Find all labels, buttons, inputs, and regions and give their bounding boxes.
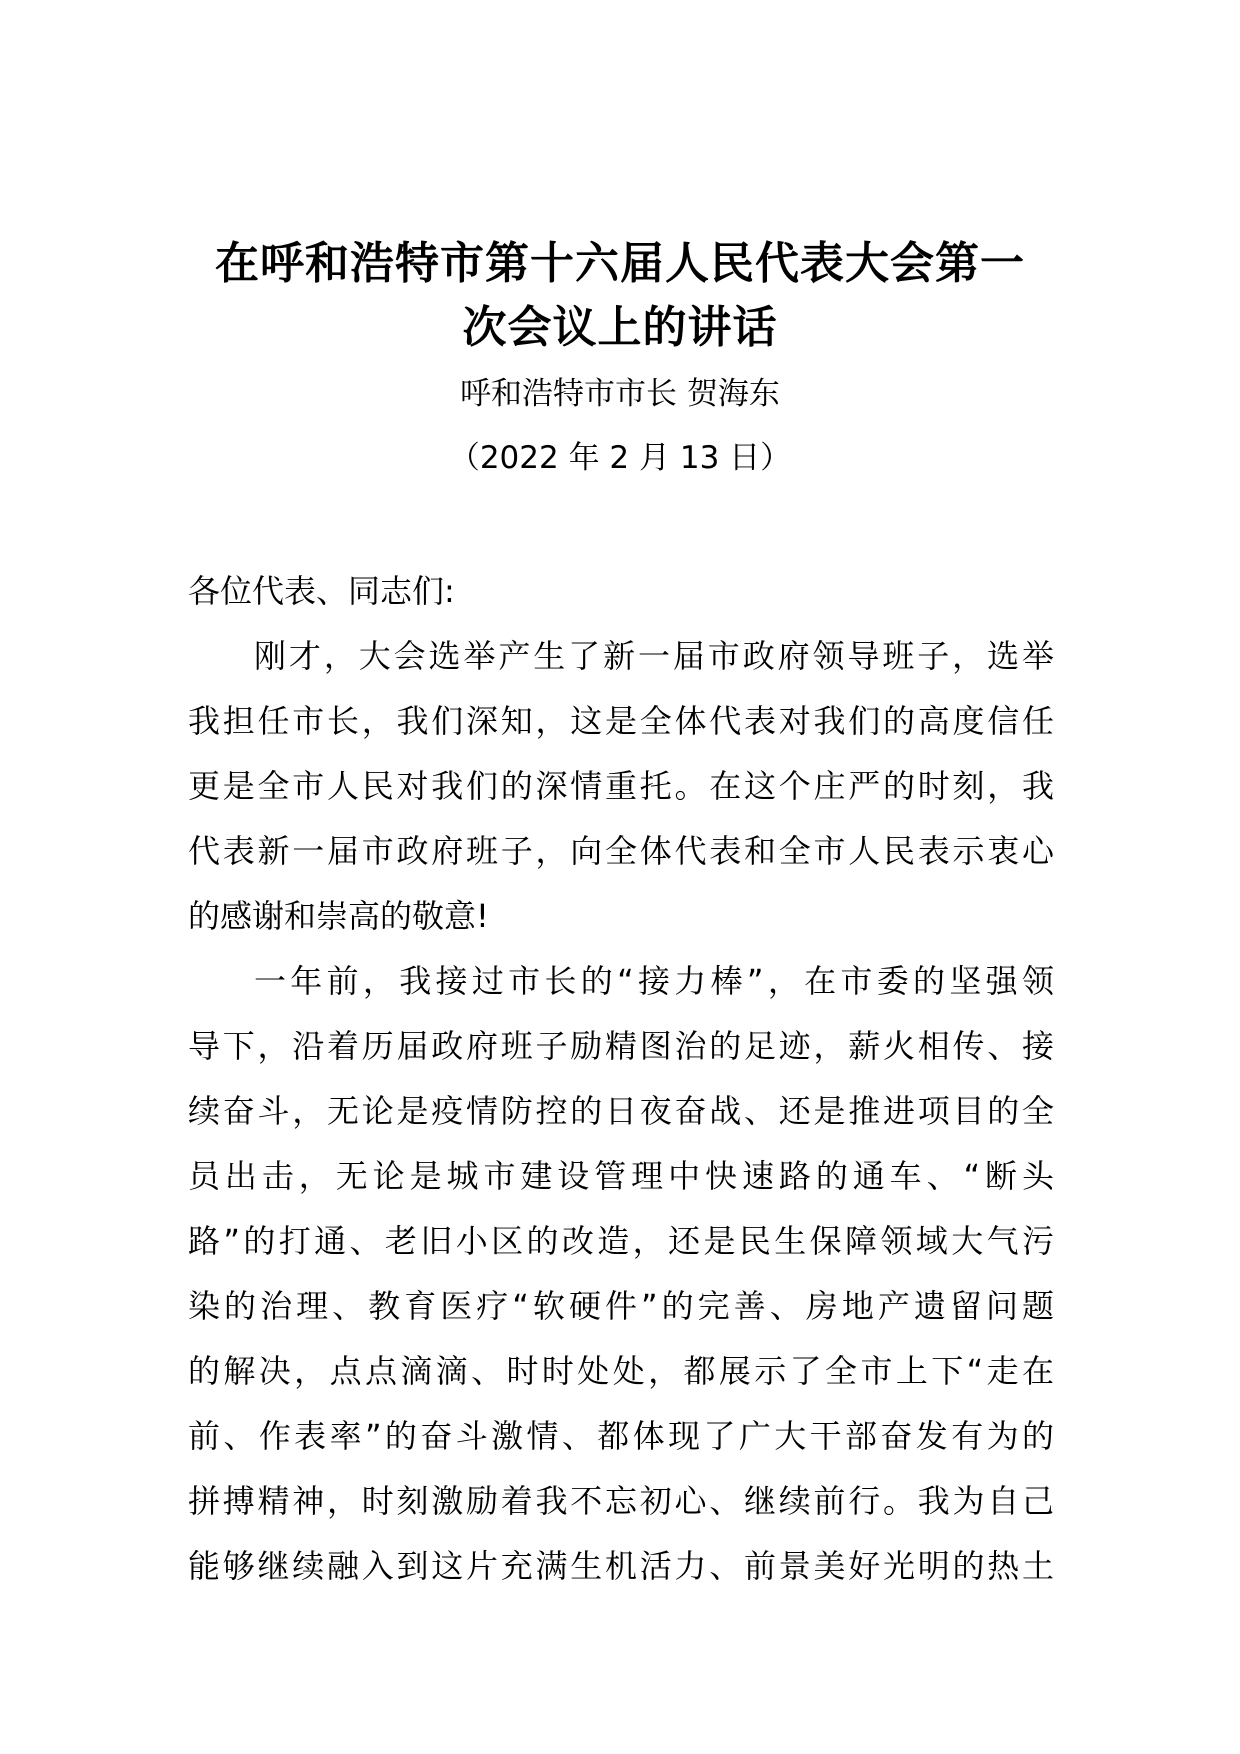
document-author: 呼和浩特市市长 贺海东 — [460, 376, 780, 412]
paragraph-1-line: 刚才，大会选举产生了新一届市政府领导班子，选举 — [254, 637, 1054, 675]
paragraph-1-line: 我担任市长，我们深知，这是全体代表对我们的高度信任 — [188, 702, 1054, 740]
salutation: 各位代表、同志们: — [188, 572, 455, 610]
paragraph-2-line: 员出击，无论是城市建设管理中快速路的通车、“断头 — [188, 1157, 1054, 1195]
paragraph-1-line: 代表新一届市政府班子，向全体代表和全市人民表示衷心 — [188, 832, 1054, 870]
paragraph-2-line: 能够继续融入到这片充满生机活力、前景美好光明的热土 — [188, 1547, 1054, 1585]
paragraph-1-line: 更是全市人民对我们的深情重托。在这个庄严的时刻，我 — [188, 767, 1054, 805]
paragraph-2-line: 的解决，点点滴滴、时时处处，都展示了全市上下“走在 — [188, 1352, 1054, 1390]
paragraph-2-line: 续奋斗，无论是疫情防控的日夜奋战、还是推进项目的全 — [188, 1092, 1054, 1130]
paragraph-2-line: 染的治理、教育医疗“软硬件”的完善、房地产遗留问题 — [188, 1287, 1054, 1325]
paragraph-2-line: 导下，沿着历届政府班子励精图治的足迹，薪火相传、接 — [188, 1027, 1054, 1065]
paragraph-2-line: 一年前，我接过市长的“接力棒”，在市委的坚强领 — [254, 962, 1054, 1000]
document-date: （2022 年 2 月 13 日） — [448, 440, 792, 476]
paragraph-2-line: 前、作表率”的奋斗激情、都体现了广大干部奋发有为的 — [188, 1417, 1054, 1455]
paragraph-2-line: 拼搏精神，时刻激励着我不忘初心、继续前行。我为自己 — [188, 1482, 1054, 1520]
paragraph-2-line: 路”的打通、老旧小区的改造，还是民生保障领域大气污 — [188, 1222, 1054, 1260]
document-title-line-1: 在呼和浩特市第十六届人民代表大会第一 — [215, 238, 1025, 289]
document-title-line-2: 次会议上的讲话 — [462, 302, 778, 353]
paragraph-1-line: 的感谢和崇高的敬意! — [188, 897, 489, 935]
